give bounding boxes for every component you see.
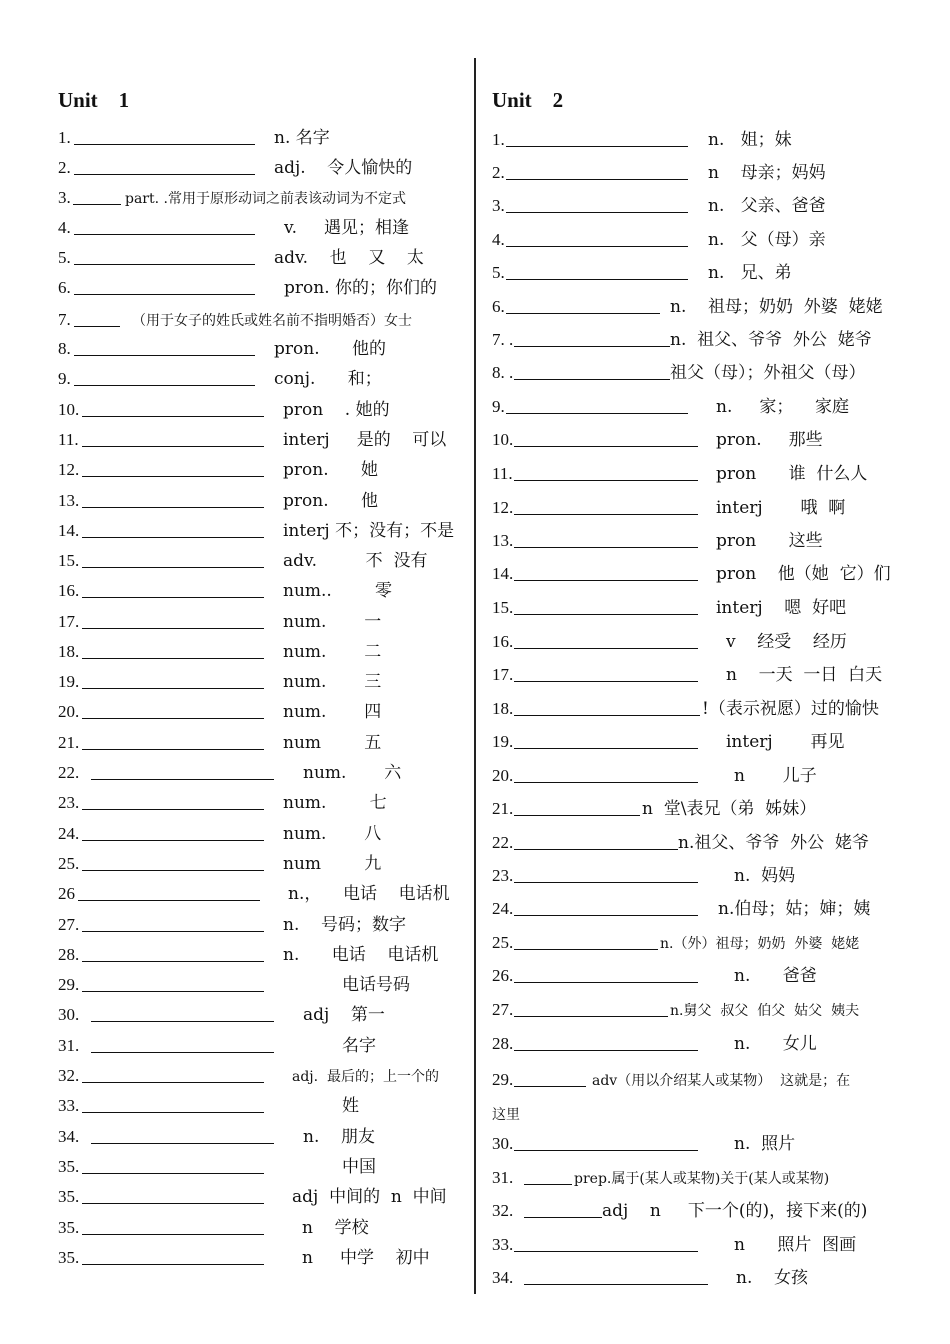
vocab-row — [58, 396, 468, 420]
definition: adj 中间的 n 中间 — [292, 1187, 447, 1207]
definition: n 照片 图画 — [734, 1235, 857, 1255]
answer-blank[interactable] — [82, 931, 264, 932]
definition: adj. 令人愉快的 — [274, 158, 413, 178]
answer-blank[interactable] — [82, 809, 264, 810]
item-number: 13. — [492, 531, 514, 550]
item-number: 14. — [492, 564, 514, 583]
vocab-row — [492, 594, 902, 618]
column-divider — [474, 58, 476, 1294]
answer-blank[interactable] — [514, 915, 698, 916]
answer-blank[interactable] — [82, 1234, 264, 1235]
vocab-row — [58, 1062, 468, 1086]
definition: !（表示祝愿）过的愉快 — [702, 699, 879, 719]
answer-blank[interactable] — [82, 658, 264, 659]
item-number: 9. — [58, 369, 71, 388]
item-number: 7. . — [492, 330, 514, 349]
vocab-row — [492, 1197, 902, 1221]
item-number: 35. — [58, 1187, 80, 1206]
vocab-row — [58, 365, 468, 389]
definition: interj 哦 啊 — [716, 498, 846, 518]
answer-blank[interactable] — [82, 1203, 264, 1204]
item-number: 12. — [492, 498, 514, 517]
answer-blank[interactable] — [506, 413, 688, 414]
item-number: 17. — [492, 665, 514, 684]
answer-blank[interactable] — [91, 1143, 274, 1144]
item-number: 20. — [492, 766, 514, 785]
answer-blank[interactable] — [82, 476, 264, 477]
item-number: 32. — [492, 1201, 514, 1220]
answer-blank[interactable] — [514, 346, 670, 347]
unit-2-title: Unit 2 — [492, 88, 564, 112]
answer-blank[interactable] — [82, 718, 264, 719]
answer-blank[interactable] — [82, 446, 264, 447]
definition: n. 兄、弟 — [708, 263, 792, 283]
unit-1-title: Unit 1 — [58, 88, 130, 112]
definition: num. 二 — [283, 642, 382, 662]
definition: n. 号码；数字 — [283, 915, 406, 935]
definition: n 儿子 — [734, 766, 817, 786]
vocab-row — [58, 698, 468, 722]
definition: adv. 也 又 太 — [274, 248, 424, 268]
answer-blank[interactable] — [73, 204, 121, 205]
item-number: 28. — [58, 945, 80, 964]
answer-blank[interactable] — [82, 1082, 264, 1083]
answer-blank[interactable] — [82, 537, 264, 538]
vocab-row — [58, 184, 468, 208]
item-number: 9. — [492, 397, 505, 416]
answer-blank[interactable] — [514, 949, 658, 950]
vocab-row — [58, 244, 468, 268]
answer-blank[interactable] — [514, 982, 698, 983]
answer-blank[interactable] — [506, 246, 688, 247]
definition: n 中学 初中 — [302, 1248, 430, 1268]
vocab-row — [492, 226, 902, 250]
item-number: 11. — [58, 430, 79, 449]
item-number: 28. — [492, 1034, 514, 1053]
vocab-row — [58, 547, 468, 571]
answer-blank[interactable] — [78, 900, 260, 901]
definition: part. .常用于原形动词之前表该动词为不定式 — [125, 191, 406, 207]
vocab-row — [58, 608, 468, 632]
vocab-row — [492, 326, 902, 350]
definition: num. 三 — [283, 672, 382, 692]
vocab-row — [58, 306, 468, 330]
definition: 电话号码 — [342, 975, 410, 995]
answer-blank[interactable] — [82, 840, 264, 841]
vocab-row — [492, 259, 902, 283]
vocab-row — [492, 895, 902, 919]
answer-blank[interactable] — [74, 385, 255, 386]
answer-blank[interactable] — [82, 688, 264, 689]
definition: pron. 他 — [283, 491, 379, 511]
item-number: 29. — [492, 1070, 514, 1089]
vocab-row — [58, 759, 468, 783]
vocab-row — [58, 456, 468, 480]
vocab-row — [58, 426, 468, 450]
vocab-row — [492, 1231, 902, 1255]
definition: num. 八 — [283, 824, 382, 844]
item-number: 15. — [492, 598, 514, 617]
item-number: 13. — [58, 491, 80, 510]
vocab-row — [492, 996, 902, 1020]
vocab-row — [58, 154, 468, 178]
vocab-row — [492, 1030, 902, 1054]
definition: n 一天 一日 白天 — [726, 665, 883, 685]
answer-blank[interactable] — [514, 446, 698, 447]
answer-blank[interactable] — [514, 1086, 586, 1087]
vocab-row — [58, 880, 468, 904]
answer-blank[interactable] — [91, 1021, 274, 1022]
definition: n. 名字 — [274, 128, 330, 148]
answer-blank[interactable] — [514, 681, 698, 682]
answer-blank[interactable] — [514, 1050, 698, 1051]
answer-blank[interactable] — [74, 234, 255, 235]
item-number: 26 — [58, 884, 75, 903]
item-number: 33. — [492, 1235, 514, 1254]
item-number: 14. — [58, 521, 80, 540]
definition: n.， 电话 电话机 — [288, 884, 450, 904]
definition: pron 他（她 它）们 — [716, 564, 891, 584]
item-number: 21. — [492, 799, 514, 818]
item-number: 32. — [58, 1066, 80, 1085]
answer-blank[interactable] — [91, 779, 274, 780]
definition: n. 祖母；奶奶 外婆 姥姥 — [670, 297, 883, 317]
item-number: 33. — [58, 1096, 80, 1115]
answer-blank[interactable] — [514, 480, 698, 481]
definition: num. 四 — [283, 702, 382, 722]
vocab-row — [492, 728, 902, 752]
vocab-row — [492, 661, 902, 685]
answer-blank[interactable] — [514, 1016, 668, 1017]
answer-blank[interactable] — [82, 991, 264, 992]
item-number: 35. — [58, 1157, 80, 1176]
item-number: 20. — [58, 702, 80, 721]
definition: v 经受 经历 — [726, 632, 847, 652]
definition: interj 不；没有；不是 — [283, 521, 455, 541]
answer-blank[interactable] — [506, 279, 688, 280]
vocab-row — [492, 762, 902, 786]
vocab-row — [58, 1123, 468, 1147]
definition: adv（用以介绍某人或某物） 这就是；在 — [592, 1073, 851, 1089]
definition: num 九 — [283, 854, 382, 874]
vocab-row — [492, 1164, 902, 1188]
answer-blank[interactable] — [514, 614, 698, 615]
definition: pron 这些 — [716, 531, 823, 551]
answer-blank[interactable] — [82, 870, 264, 871]
answer-blank[interactable] — [514, 815, 640, 816]
definition: 名字 — [342, 1036, 376, 1056]
definition: num 五 — [283, 733, 382, 753]
vocab-row — [58, 971, 468, 995]
answer-blank[interactable] — [82, 1173, 264, 1174]
item-number: 18. — [58, 642, 80, 661]
answer-blank[interactable] — [82, 628, 264, 629]
definition: 祖父（母）；外祖父（母） — [670, 363, 866, 383]
item-number: 22. — [492, 833, 514, 852]
answer-blank[interactable] — [74, 174, 255, 175]
definition: n. 姐；妹 — [708, 130, 792, 150]
vocab-row — [492, 426, 902, 450]
item-number: 34. — [58, 1127, 80, 1146]
vocab-row — [492, 829, 902, 853]
definition: pron. 那些 — [716, 430, 823, 450]
vocab-row — [492, 862, 902, 886]
item-number: 25. — [58, 854, 80, 873]
item-number: 23. — [492, 866, 514, 885]
vocab-row — [58, 820, 468, 844]
vocab-row — [58, 638, 468, 662]
item-number: 8. . — [492, 363, 514, 382]
definition: conj. 和； — [274, 369, 382, 389]
answer-blank[interactable] — [91, 1052, 274, 1053]
item-number: 3. — [58, 188, 71, 207]
item-number: 34. — [492, 1268, 514, 1287]
item-number: 29. — [58, 975, 80, 994]
vocab-row — [58, 1032, 468, 1056]
answer-blank[interactable] — [82, 749, 264, 750]
item-number: 16. — [492, 632, 514, 651]
vocab-row — [492, 126, 902, 150]
item-number: 6. — [58, 278, 71, 297]
definition: pron. 他的 — [274, 339, 387, 359]
item-number: 19. — [58, 672, 80, 691]
vocab-row — [492, 393, 902, 417]
continuation-text: 这里 — [492, 1107, 520, 1123]
vocab-row — [58, 487, 468, 511]
vocab-row — [58, 941, 468, 965]
vocab-row — [492, 962, 902, 986]
vocab-row — [492, 359, 902, 383]
item-number: 27. — [492, 1000, 514, 1019]
answer-blank[interactable] — [514, 715, 700, 716]
definition: pron . 她的 — [283, 400, 390, 420]
vocab-row — [492, 1264, 902, 1288]
vocab-row — [492, 795, 902, 819]
item-number: 25. — [492, 933, 514, 952]
vocab-row — [58, 1183, 468, 1207]
answer-blank[interactable] — [514, 547, 698, 548]
item-number: 21. — [58, 733, 80, 752]
definition: pron 谁 什么人 — [716, 464, 868, 484]
definition: adj. 最后的；上一个的 — [292, 1069, 439, 1085]
definition: n. 妈妈 — [734, 866, 796, 886]
vocab-row — [492, 527, 902, 551]
vocab-row — [58, 124, 468, 148]
item-number: 2. — [58, 158, 71, 177]
item-number: 26. — [492, 966, 514, 985]
item-number: 4. — [58, 218, 71, 237]
vocab-row — [492, 494, 902, 518]
answer-blank[interactable] — [514, 379, 670, 380]
definition: n. 父亲、爸爸 — [708, 196, 826, 216]
item-number: 35. — [58, 1248, 80, 1267]
vocab-row — [58, 214, 468, 238]
definition: prep.属于(某人或某物)关于(某人或某物) — [574, 1171, 830, 1187]
item-number: 4. — [492, 230, 505, 249]
vocab-row — [58, 517, 468, 541]
answer-blank[interactable] — [82, 416, 264, 417]
item-number: 12. — [58, 460, 80, 479]
vocab-row — [58, 1001, 468, 1025]
item-number: 1. — [492, 130, 505, 149]
definition: n 学校 — [302, 1218, 369, 1238]
vocab-row — [492, 1130, 902, 1154]
answer-blank[interactable] — [514, 580, 698, 581]
item-number: 16. — [58, 581, 80, 600]
definition: （用于女子的姓氏或姓名前不指明婚否）女士 — [132, 313, 412, 329]
item-number: 22. — [58, 763, 80, 782]
vocab-row — [58, 789, 468, 813]
definition: adj 第一 — [303, 1005, 385, 1025]
vocab-row — [58, 668, 468, 692]
vocab-row — [492, 929, 902, 953]
answer-blank[interactable] — [514, 782, 698, 783]
item-number: 19. — [492, 732, 514, 751]
definition: n.祖父、爷爷 外公 姥爷 — [678, 833, 869, 853]
answer-blank[interactable] — [514, 1251, 698, 1252]
vocab-row — [492, 628, 902, 652]
definition: interj 嗯 好吧 — [716, 598, 847, 618]
definition: n. 家； 家庭 — [716, 397, 849, 417]
definition: num.. 零 — [283, 581, 393, 601]
definition: 姓 — [342, 1096, 359, 1116]
item-number: 31. — [58, 1036, 80, 1055]
answer-blank[interactable] — [82, 1112, 264, 1113]
definition: n 母亲；妈妈 — [708, 163, 826, 183]
answer-blank[interactable] — [514, 748, 698, 749]
item-number: 18. — [492, 699, 514, 718]
vocab-row — [58, 335, 468, 359]
definition: n.伯母；姑；婶；姨 — [718, 899, 871, 919]
definition: pron. 你的；你们的 — [284, 278, 437, 298]
answer-blank[interactable] — [514, 514, 698, 515]
item-number: 27. — [58, 915, 80, 934]
definition: n. 父（母）亲 — [708, 230, 826, 250]
item-number: 5. — [58, 248, 71, 267]
definition: n. 女孩 — [736, 1268, 808, 1288]
item-number: 2. — [492, 163, 505, 182]
definition: n. 照片 — [734, 1134, 796, 1154]
answer-blank[interactable] — [82, 961, 264, 962]
vocab-row — [492, 192, 902, 216]
vocab-row — [58, 274, 468, 298]
definition: n. 祖父、爷爷 外公 姥爷 — [670, 330, 872, 350]
item-number: 6. — [492, 297, 505, 316]
vocab-row — [58, 1092, 468, 1116]
definition: n 堂\表兄（弟 姊妹） — [642, 799, 817, 819]
vocab-row — [492, 460, 902, 484]
vocab-row — [492, 1066, 902, 1090]
definition: 中国 — [342, 1157, 376, 1177]
vocab-row — [58, 577, 468, 601]
definition: n. 电话 电话机 — [283, 945, 439, 965]
vocab-row — [58, 1153, 468, 1177]
item-number: 10. — [58, 400, 80, 419]
answer-blank[interactable] — [514, 1150, 698, 1151]
answer-blank[interactable] — [506, 313, 660, 314]
definition: n.（外）祖母；奶奶 外婆 姥姥 — [660, 936, 860, 952]
answer-blank[interactable] — [524, 1184, 572, 1185]
definition: num. 六 — [303, 763, 402, 783]
answer-blank[interactable] — [506, 146, 688, 147]
vocab-row — [58, 850, 468, 874]
answer-blank[interactable] — [74, 144, 255, 145]
answer-blank[interactable] — [82, 597, 264, 598]
answer-blank[interactable] — [514, 882, 698, 883]
definition: num. 七 — [283, 793, 387, 813]
definition: num. 一 — [283, 612, 382, 632]
definition: n. 爸爸 — [734, 966, 817, 986]
item-number: 17. — [58, 612, 80, 631]
answer-blank[interactable] — [514, 648, 698, 649]
definition: adj n 下一个(的)，接下来(的) — [602, 1201, 868, 1221]
item-number: 15. — [58, 551, 80, 570]
answer-blank[interactable] — [74, 264, 255, 265]
item-number: 24. — [492, 899, 514, 918]
item-number: 24. — [58, 824, 80, 843]
answer-blank[interactable] — [82, 507, 264, 508]
item-number: 5. — [492, 263, 505, 282]
definition: n. 女儿 — [734, 1034, 817, 1054]
answer-blank[interactable] — [506, 179, 688, 180]
item-number: 10. — [492, 430, 514, 449]
definition: pron. 她 — [283, 460, 379, 480]
vocab-row — [58, 1214, 468, 1238]
vocab-row — [58, 729, 468, 753]
item-number: 30. — [492, 1134, 514, 1153]
vocab-row — [58, 1244, 468, 1268]
answer-blank[interactable] — [82, 1264, 264, 1265]
vocab-row — [58, 911, 468, 935]
definition: interj 再见 — [726, 732, 845, 752]
answer-blank[interactable] — [82, 567, 264, 568]
answer-blank[interactable] — [74, 355, 255, 356]
item-number: 1. — [58, 128, 71, 147]
definition: n.舅父 叔父 伯父 姑父 姨夫 — [670, 1003, 860, 1019]
answer-blank[interactable] — [514, 849, 678, 850]
answer-blank[interactable] — [74, 326, 120, 327]
definition: adv. 不 没有 — [283, 551, 428, 571]
item-number: 8. — [58, 339, 71, 358]
item-number: 11. — [492, 464, 513, 483]
answer-blank[interactable] — [74, 294, 255, 295]
item-number: 3. — [492, 196, 505, 215]
item-number: 30. — [58, 1005, 80, 1024]
answer-blank[interactable] — [524, 1217, 602, 1218]
item-number: 31. — [492, 1168, 514, 1187]
vocab-row — [492, 695, 902, 719]
item-number: 7. — [58, 310, 71, 329]
item-number: 35. — [58, 1218, 80, 1237]
answer-blank[interactable] — [524, 1284, 708, 1285]
answer-blank[interactable] — [506, 212, 688, 213]
vocab-row — [492, 560, 902, 584]
definition: v. 遇见；相逢 — [284, 218, 410, 238]
definition: n. 朋友 — [303, 1127, 375, 1147]
vocab-row — [492, 293, 902, 317]
vocab-row — [492, 159, 902, 183]
item-number: 23. — [58, 793, 80, 812]
definition: interj 是的 可以 — [283, 430, 447, 450]
